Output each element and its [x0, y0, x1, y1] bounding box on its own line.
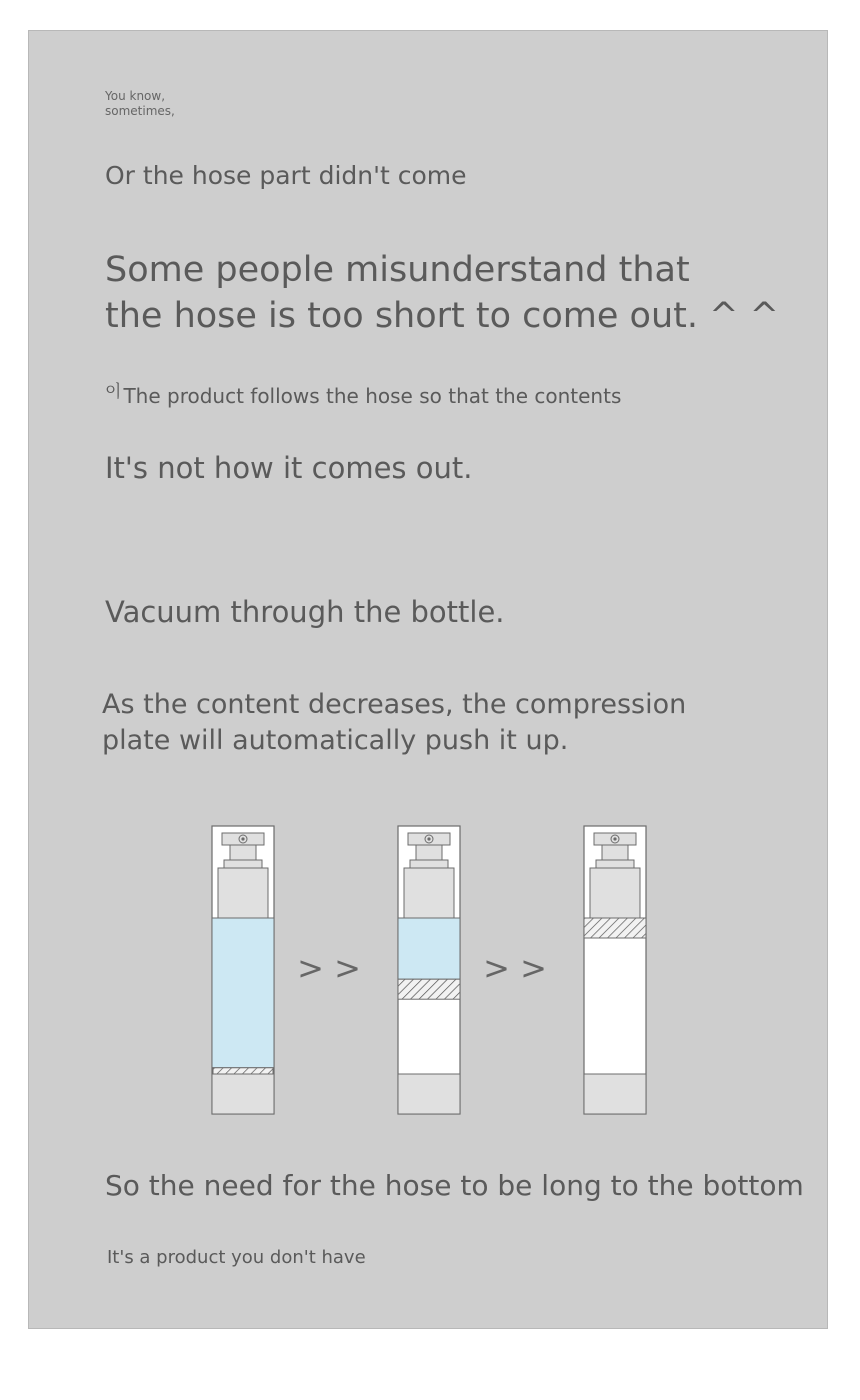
bottle-base	[584, 1074, 646, 1114]
bottle-shoulder	[404, 868, 454, 918]
liquid-fill	[212, 918, 274, 1068]
bottle-half	[398, 826, 460, 1114]
intro-line-2: sometimes,	[105, 104, 175, 118]
vacuum-text: Vacuum through the bottle.	[105, 595, 505, 629]
pump-collar	[596, 860, 634, 868]
pump-collar	[410, 860, 448, 868]
stage-arrow-2: > >	[483, 949, 547, 987]
content-panel	[28, 30, 828, 1329]
pump-neck	[230, 845, 256, 860]
bottle-full	[212, 826, 274, 1114]
pump-neck	[602, 845, 628, 860]
nozzle-dot	[241, 837, 244, 840]
product-you-dont-have-text: It's a product you don't have	[107, 1247, 366, 1268]
bottle-base	[212, 1074, 274, 1114]
liquid-fill	[398, 918, 460, 979]
nozzle-dot	[427, 837, 430, 840]
bottle-shoulder	[590, 868, 640, 918]
bottle-shoulder	[218, 868, 268, 918]
compression-plate	[213, 1068, 273, 1074]
intro-line-1: You know,	[105, 89, 166, 103]
hose-didnt-come-text: Or the hose part didn't come	[105, 161, 467, 190]
nozzle-dot	[613, 837, 616, 840]
vacuum-bottle-diagram	[29, 31, 829, 1330]
compression-plate	[584, 918, 646, 938]
bottle-empty	[584, 826, 646, 1114]
content-decreases-line-1: As the content decreases, the compression	[102, 689, 687, 720]
not-how-text: It's not how it comes out.	[105, 451, 473, 485]
pump-collar	[224, 860, 262, 868]
content-decreases-line-2: plate will automatically push it up.	[102, 725, 569, 756]
compression-plate	[398, 979, 460, 999]
product-follows-label: The product follows the hose so that the contents	[123, 384, 622, 408]
bottle-base	[398, 1074, 460, 1114]
pump-neck	[416, 845, 442, 860]
misunderstanding-line-1: Some people misunderstand that	[105, 250, 690, 290]
stage-arrow-1: > >	[297, 949, 361, 987]
misunderstanding-line-2: the hose is too short to come out. ^ ^	[105, 296, 779, 336]
so-the-need-text: So the need for the hose to be long to the bottom	[105, 1169, 804, 1202]
korean-mark: 이	[105, 382, 122, 402]
